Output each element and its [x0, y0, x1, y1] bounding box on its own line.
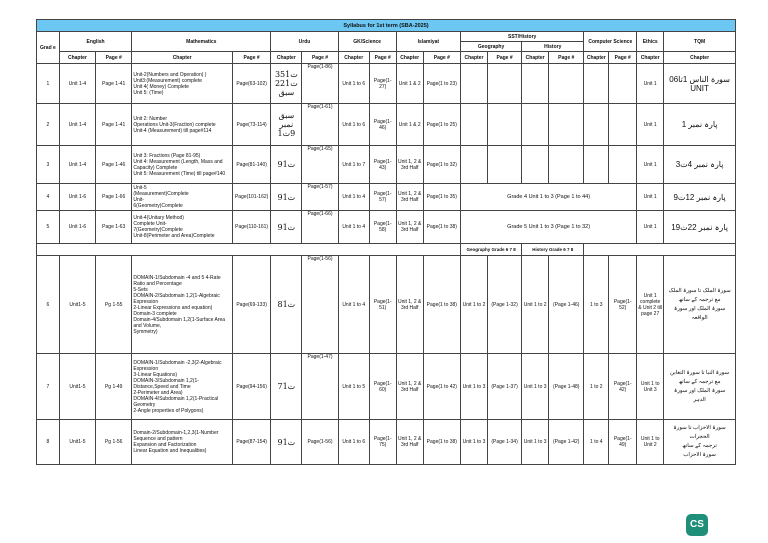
tqm-line: مع ترجمہ کے ساتھ: [678, 378, 721, 385]
math-line: DOMAIN-1/Subdomain -4 and 5 4-Rate Ratio and Percentage: [133, 274, 221, 287]
tqm-line: سورة الناس 1تا06: [669, 74, 730, 84]
col-isl-page: Page #: [423, 52, 460, 64]
math-line: Unit 2: Number: [133, 115, 167, 122]
cs-chapter-cell: 1 to 4: [584, 420, 609, 465]
urdu-page-cell: Page(1-66): [302, 211, 338, 244]
geo-page-cell: (Page 1-34): [487, 420, 521, 465]
table-row: [37, 146, 736, 184]
ethics-cell: Unit 1: [637, 64, 664, 104]
cs-page-cell: Page(1-42): [609, 354, 637, 420]
math-line: Complete Unit-: [133, 221, 167, 227]
header-urdu: Urdu: [271, 32, 338, 52]
col-his-page: Page #: [549, 52, 584, 64]
urdu-page-cell: Page(1-61): [302, 104, 338, 146]
geo-page-cell: [487, 104, 521, 146]
math-page-cell: Page(87-154): [232, 420, 270, 465]
math-page-cell: Page(63-102): [232, 64, 270, 104]
gk-page-cell: Page(1-27): [369, 64, 396, 104]
spacer-cell: [37, 244, 461, 256]
math-chapter-cell: [132, 420, 233, 465]
gk-chapter-cell: Unit 1 to 6: [338, 104, 369, 146]
col-his-chapter: Chapter: [522, 52, 549, 64]
ethics-cell: Unit 1: [637, 211, 664, 244]
math-line: (Measurement)Complete: [133, 191, 189, 197]
ethics-cell: Unit 1: [637, 146, 664, 184]
table-row: [37, 64, 736, 104]
tqm-line: سورۃ الاحزاب: [683, 452, 716, 458]
eng-page-cell: Page 1-46: [96, 146, 132, 184]
eng-page-cell: Page 1-41: [96, 104, 132, 146]
urdu-page-cell: Page(1-56): [302, 420, 338, 465]
col-isl-chapter: Chapter: [396, 52, 423, 64]
math-line: 6(Geometry)Complete: [133, 203, 183, 209]
gk-page-cell: Page(1-57): [369, 184, 396, 211]
isl-chapter-cell: Unit 1 & 2: [396, 104, 423, 146]
isl-chapter-cell: Unit 1, 2 & 3rd Half: [396, 146, 423, 184]
eng-chapter-cell: Unit1-5: [59, 420, 95, 465]
header-grade: Grad e: [37, 32, 60, 64]
grade-cell: 4: [37, 184, 60, 211]
urdu-chapter-cell: [271, 104, 302, 146]
eng-chapter-cell: Unit1-5: [59, 256, 95, 354]
cs-page-cell: Page(1-52): [609, 256, 637, 354]
eng-chapter-cell: Unit 1-6: [59, 211, 95, 244]
urdu-page-cell: Page(1-86): [302, 64, 338, 104]
geo-chapter-cell: [461, 146, 488, 184]
col-gk-page: Page #: [369, 52, 396, 64]
urdu-line: سبق: [278, 111, 295, 120]
isl-page-cell: Page(1 to 35): [423, 184, 460, 211]
his-page-cell: (Page 1-48): [549, 354, 584, 420]
urdu-chapter-cell: 9ت1: [271, 420, 302, 465]
urdu-chapter-cell: 7ت1: [271, 354, 302, 420]
tqm-cell: پارہ نمبر 4ت3: [664, 146, 736, 184]
col-ethics-chapter: Chapter: [637, 52, 664, 64]
gk-page-cell: Page(1-60): [369, 354, 396, 420]
tqm-line: سورۃ الملک اور سورۃ: [673, 305, 726, 312]
header-english: English: [59, 32, 132, 52]
eng-page-cell: Pg 1-49: [96, 354, 132, 420]
his-page-cell: (Page 1-46): [549, 256, 584, 354]
geo-chapter-cell: Unit 1 to 2: [461, 256, 488, 354]
math-line: Unit-5: [133, 185, 147, 191]
sst-cell: Grade 5 Unit 1 to 3 (Page 1 to 32): [461, 211, 637, 244]
eng-chapter-cell: Unit1-5: [59, 354, 95, 420]
his-chapter-cell: Unit 1 to 2: [522, 256, 549, 354]
isl-page-cell: Page(1 to 38): [423, 256, 460, 354]
cs-chapter-cell: [584, 104, 609, 146]
math-line: Unit 5: (Time): [133, 89, 164, 96]
tqm-line: مع ترجمہ کے ساتھ: [678, 296, 721, 303]
urdu-page-cell: Page(1-65): [302, 146, 338, 184]
his-page-cell: [549, 104, 584, 146]
math-line: 5-Sets: [133, 286, 148, 293]
grade-cell: 7: [37, 354, 60, 420]
isl-chapter-cell: Unit 1 & 2: [396, 64, 423, 104]
isl-page-cell: Page(1 to 25): [423, 104, 460, 146]
eng-chapter-cell: Unit 1-4: [59, 104, 95, 146]
cs-page-cell: Page(1-49): [609, 420, 637, 465]
cs-chapter-cell: 1 to 3: [584, 256, 609, 354]
cs-page-cell: [609, 146, 637, 184]
col-geo-page: Page #: [487, 52, 521, 64]
sst-cell: Grade 4 Unit 1 to 3 (Page 1 to 44): [461, 184, 637, 211]
isl-page-cell: Page(1 to 23): [423, 64, 460, 104]
math-line: DOMAIN-3/Subdomain 1,2(1-Distance,Speed and Time: [133, 377, 199, 390]
cs-chapter-cell: [584, 64, 609, 104]
grade-cell: 2: [37, 104, 60, 146]
his-chapter-cell: Unit 1 to 3: [522, 354, 549, 420]
cs-chapter-cell: [584, 146, 609, 184]
math-line: Linear Equation and Inequalities): [133, 448, 207, 454]
urdu-page-cell: Page(1-56): [302, 256, 338, 354]
ethics-cell: Unit 1: [637, 184, 664, 211]
geo-page-cell: (Page 1-37): [487, 354, 521, 420]
math-page-cell: Page(101-162): [232, 184, 270, 211]
table-row: [37, 256, 736, 354]
tqm-cell: پارہ نمبر 12ت9: [664, 184, 736, 211]
ethics-cell: Unit 1 to Unit 2: [637, 420, 664, 465]
his-page-cell: [549, 64, 584, 104]
math-line: DOMAIN-1/Subdomain -2,3(2-Algebraic Expression: [133, 359, 222, 372]
math-page-cell: Page(81-140): [232, 146, 270, 184]
isl-page-cell: Page(1 to 38): [423, 420, 460, 465]
math-line: Unit-8(Perimeter and Area)Complete: [133, 233, 215, 239]
geo-page-cell: (Page 1-32): [487, 256, 521, 354]
tqm-line: سورۃ الاحزاب تا سورۃ الحجرات: [673, 425, 726, 440]
col-math-page: Page #: [232, 52, 270, 64]
gk-page-cell: Page(1-43): [369, 146, 396, 184]
math-line: DOMAIN-4/Subdomain 1,2(1-Practical Geometry: [133, 395, 219, 408]
gk-page-cell: Page(1-51): [369, 256, 396, 354]
header-ethics: Ethics: [637, 32, 664, 52]
grade-cell: 1: [37, 64, 60, 104]
col-math-chapter: Chapter: [132, 52, 233, 64]
geo-page-cell: [487, 146, 521, 184]
his-chapter-cell: [522, 146, 549, 184]
header-sst-history: SST/History: [461, 32, 584, 42]
urdu-page-cell: Page(1-47): [302, 354, 338, 420]
math-line: Unit-: [133, 197, 144, 203]
isl-page-cell: Page(1 to 42): [423, 354, 460, 420]
col-cs-chapter: Chapter: [584, 52, 609, 64]
gk-page-cell: Page(1-58): [369, 211, 396, 244]
urdu-line: نمبر 9ت1: [277, 120, 296, 138]
tqm-cell: [664, 420, 736, 465]
isl-chapter-cell: Unit 1, 2 & 3rd Half: [396, 420, 423, 465]
math-line: Domain-4/Subdomain 1,2(1-Surface Area and Volume,: [133, 316, 226, 329]
header-tqm: TQM: [664, 32, 736, 52]
eng-page-cell: Page 1-41: [96, 64, 132, 104]
urdu-line: 35ت1: [274, 70, 298, 79]
gk-chapter-cell: Unit 1 to 6: [338, 420, 369, 465]
table-row: [37, 354, 736, 420]
header-gk-science: GK/Science: [338, 32, 396, 52]
math-line: Unit3:(Measurement) complete: [133, 77, 202, 84]
tqm-cell: پارہ نمبر 22ت19: [664, 211, 736, 244]
math-chapter-cell: [132, 146, 233, 184]
table-row: [37, 211, 736, 244]
eng-page-cell: Pg 1-56: [96, 420, 132, 465]
gk-chapter-cell: Unit 1 to 4: [338, 184, 369, 211]
syllabus-sheet: [36, 19, 736, 465]
header-mathematics: Mathematics: [132, 32, 271, 52]
table-row: [37, 184, 736, 211]
geo-chapter-cell: [461, 104, 488, 146]
spacer-cell: [584, 244, 736, 256]
gk-chapter-cell: Unit 1 to 4: [338, 256, 369, 354]
tqm-line: سورۃ الملک تا سورۃ الملک: [668, 287, 731, 294]
col-tqm-chapter: Chapter: [664, 52, 736, 64]
cs-page-cell: [609, 104, 637, 146]
col-cs-page: Page #: [609, 52, 637, 64]
tqm-cell: [664, 256, 736, 354]
isl-chapter-cell: Unit 1, 2 & 3rd Half: [396, 184, 423, 211]
tqm-line: سورۃ النبا تا سورۃ التغابن: [670, 369, 730, 376]
table-title: Syllabus for 1st term (SBA-2025): [37, 20, 736, 32]
his-grade-header: History Grade 6 7 8: [522, 244, 584, 256]
eng-page-cell: Pg 1-55: [96, 256, 132, 354]
urdu-chapter-cell: 9ت1: [271, 211, 302, 244]
syllabus-table: [36, 19, 736, 465]
table-row: [37, 420, 736, 465]
header-islamiyat: Islamiyat: [396, 32, 460, 52]
isl-chapter-cell: Unit 1, 2 & 3rd Half: [396, 256, 423, 354]
eng-page-cell: Page 1-63: [96, 211, 132, 244]
header-geography: Geography: [461, 42, 522, 52]
math-chapter-cell: [132, 256, 233, 354]
math-line: Symmetry): [133, 328, 158, 335]
urdu-chapter-cell: [271, 64, 302, 104]
his-chapter-cell: [522, 104, 549, 146]
table-row: [37, 104, 736, 146]
tqm-cell: [664, 64, 736, 104]
grade-cell: 3: [37, 146, 60, 184]
isl-chapter-cell: Unit 1, 2 & 3rd Half: [396, 354, 423, 420]
tqm-line: الدہر: [693, 396, 706, 403]
ethics-cell: Unit 1: [637, 104, 664, 146]
geo-page-cell: [487, 64, 521, 104]
math-chapter-cell: [132, 184, 233, 211]
math-line: Operations Unit-3(Fraction) complete: [133, 121, 216, 128]
math-page-cell: Page(73-114): [232, 104, 270, 146]
tqm-line: سورۃ الملک اور سورۃ: [673, 387, 726, 394]
math-line: Unit-4 (Measurement) till page#114: [133, 127, 212, 134]
math-line: Domain-2/Subdomain-1,2,3(1-Number Sequence and pattern: [133, 430, 219, 442]
col-geo-chapter: Chapter: [461, 52, 488, 64]
urdu-page-cell: Page(1-57): [302, 184, 338, 211]
header-computer-science: Computer Science: [584, 32, 637, 52]
tqm-line: ترجمہ کے ساتھ: [682, 443, 717, 449]
gk-chapter-cell: Unit 1 to 7: [338, 146, 369, 184]
math-line: Unit 4: Measurement (Length, Mass and Capacity) Complete: [133, 158, 223, 171]
math-line: Unit 5: Measurement (Time) till page#140: [133, 170, 226, 177]
math-page-cell: Page(69-133): [232, 256, 270, 354]
geo-chapter-cell: Unit 1 to 3: [461, 354, 488, 420]
gk-page-cell: Page(1-75): [369, 420, 396, 465]
col-gk-chapter: Chapter: [338, 52, 369, 64]
camscanner-logo: CS: [686, 514, 708, 536]
math-page-cell: Page(110-161): [232, 211, 270, 244]
ethics-cell: Unit 1 complete & Unit 2 till page 27: [637, 256, 664, 354]
math-line: 7(Geometry)Complete: [133, 227, 183, 233]
math-line: 3-Linear Equations): [133, 371, 177, 378]
col-eng-chapter: Chapter: [59, 52, 95, 64]
math-line: Expansion and Factorization: [133, 442, 197, 448]
math-page-cell: Page(94-156): [232, 354, 270, 420]
geo-chapter-cell: [461, 64, 488, 104]
math-line: Unit 4( Money) Complete: [133, 83, 189, 90]
header-history: History: [522, 42, 584, 52]
his-chapter-cell: [522, 64, 549, 104]
math-chapter-cell: [132, 64, 233, 104]
isl-page-cell: Page(1 to 32): [423, 146, 460, 184]
math-chapter-cell: [132, 211, 233, 244]
tqm-line: الواقعہ: [691, 314, 708, 321]
col-urdu-page: Page #: [302, 52, 338, 64]
math-line: Unit-4(Unitary Method): [133, 215, 184, 221]
isl-page-cell: Page(1 to 38): [423, 211, 460, 244]
ethics-cell: Unit 1 to Unit 3: [637, 354, 664, 420]
cs-chapter-cell: 1 to 2: [584, 354, 609, 420]
geo-chapter-cell: Unit 1 to 3: [461, 420, 488, 465]
col-eng-page: Page #: [96, 52, 132, 64]
grade-cell: 6: [37, 256, 60, 354]
math-line: 2-Perimeter and Area): [133, 389, 183, 396]
isl-chapter-cell: Unit 1, 2 & 3rd Half: [396, 211, 423, 244]
tqm-cell: [664, 354, 736, 420]
math-line: DOMAIN-2/Subdomain 1,2(1-Algebraic Expression: [133, 292, 220, 305]
his-page-cell: [549, 146, 584, 184]
cs-page-cell: [609, 64, 637, 104]
his-chapter-cell: Unit 1 to 3: [522, 420, 549, 465]
gk-chapter-cell: Unit 1 to 6: [338, 64, 369, 104]
urdu-line: 2ت21سبق: [274, 79, 298, 97]
urdu-chapter-cell: 9ت1: [271, 146, 302, 184]
math-line: Unit-2(Numbers and Operation) ): [133, 71, 207, 78]
tqm-line: UNIT: [690, 83, 709, 93]
eng-chapter-cell: Unit 1-6: [59, 184, 95, 211]
gk-page-cell: Page(1-46): [369, 104, 396, 146]
math-line: Unit 3: Fractions (Page 81-95): [133, 152, 201, 159]
eng-page-cell: Page 1-66: [96, 184, 132, 211]
grade-cell: 8: [37, 420, 60, 465]
eng-chapter-cell: Unit 1-4: [59, 64, 95, 104]
grade-cell: 5: [37, 211, 60, 244]
geo-grade-header: Geography Grade 6 7 8: [461, 244, 522, 256]
math-line: 2-Angle properties of Polygons): [133, 407, 204, 414]
gk-chapter-cell: Unit 1 to 4: [338, 211, 369, 244]
gk-chapter-cell: Unit 1 to 5: [338, 354, 369, 420]
urdu-chapter-cell: 9ت1: [271, 184, 302, 211]
math-chapter-cell: [132, 354, 233, 420]
subheader-row: [37, 244, 736, 256]
his-page-cell: (Page 1-42): [549, 420, 584, 465]
eng-chapter-cell: Unit 1-4: [59, 146, 95, 184]
col-urdu-chapter: Chapter: [271, 52, 302, 64]
urdu-chapter-cell: 8ت1: [271, 256, 302, 354]
math-line: 2-Linear Expressions and equation) Domain-3 complete: [133, 304, 213, 317]
math-chapter-cell: [132, 104, 233, 146]
tqm-cell: پارہ نمبر 1: [664, 104, 736, 146]
